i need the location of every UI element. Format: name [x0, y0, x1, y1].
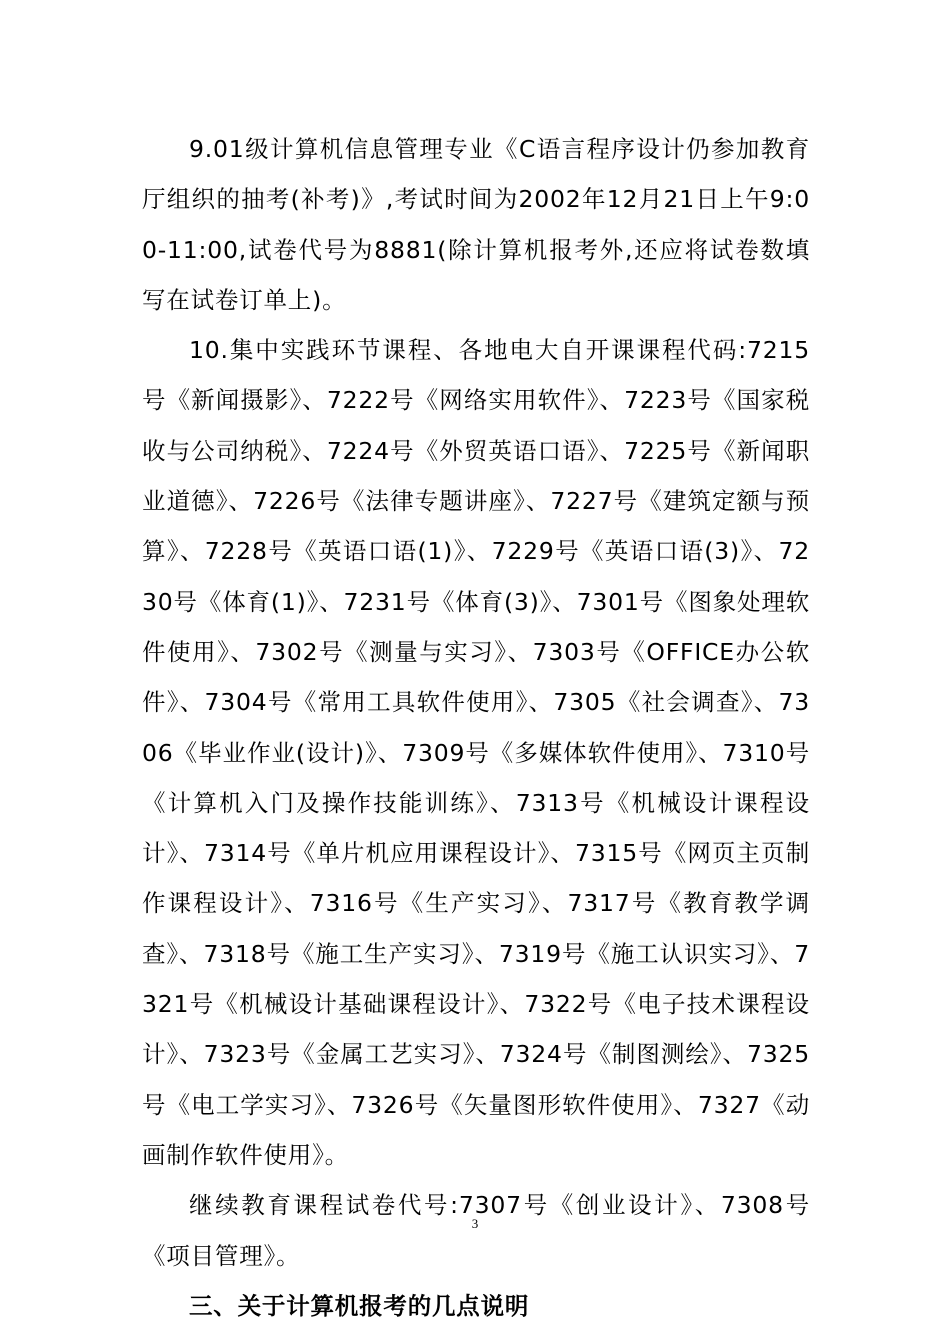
document-body — [142, 124, 810, 1331]
paragraph-continuing-education: 继续教育课程试卷代号:7307号《创业设计》、7308号《项目管理》。 — [142, 1191, 810, 1270]
section-heading: 三、关于计算机报考的几点说明 — [189, 1291, 530, 1320]
page-number: 3 — [471, 1216, 479, 1231]
paragraph-exam-item-9: 9.01级计算机信息管理专业《C语言程序设计仍参加教育厅组织的抽考(补考)》,考试时间为2002年12月21日上午9:00-11:00,试卷代号为8881(除计算机报考外,还应将试卷数填写在试卷订单上)。 — [142, 135, 810, 314]
paragraph-course-codes-item-10: 10.集中实践环节课程、各地电大自开课课程代码:7215号《新闻摄影》、7222号《网络实用软件》、7223号《国家税收与公司纳税》、7224号《外贸英语口语》、7225号《新闻职业道德》、7226号《法律专题讲座》、7227号《建筑定额与预算》、7228号《英语口语(1)》、7229号《英语口语(3)》、7230号《体育(1)》、7231号《体育(3)》、7301号《图象处理软件使用》、7302号《测量与实习》、7303号《OFFICE办公软件》、7304号《常用工具软件使用》、7305《社会调查》、7306《毕业作业(设计)》、7309号《多媒体软件使用》、7310号《计算机入门及操作技能训练》、7313号《机械设计课程设计》、7314号《单片机应用课程设计》、7315号《网页主页制作课程设计》、7316号《生产实习》、7317号《教育教学调查》、7318号《施工生产实习》、7319号《施工认识实习》、7321号《机械设计基础课程设计》、7322号《电子技术课程设计》、7323号《金属工艺实习》、7324号《制图测绘》、7325号《电工学实习》、7326号《矢量图形软件使用》、7327《动画制作软件使用》。 — [142, 336, 810, 1169]
